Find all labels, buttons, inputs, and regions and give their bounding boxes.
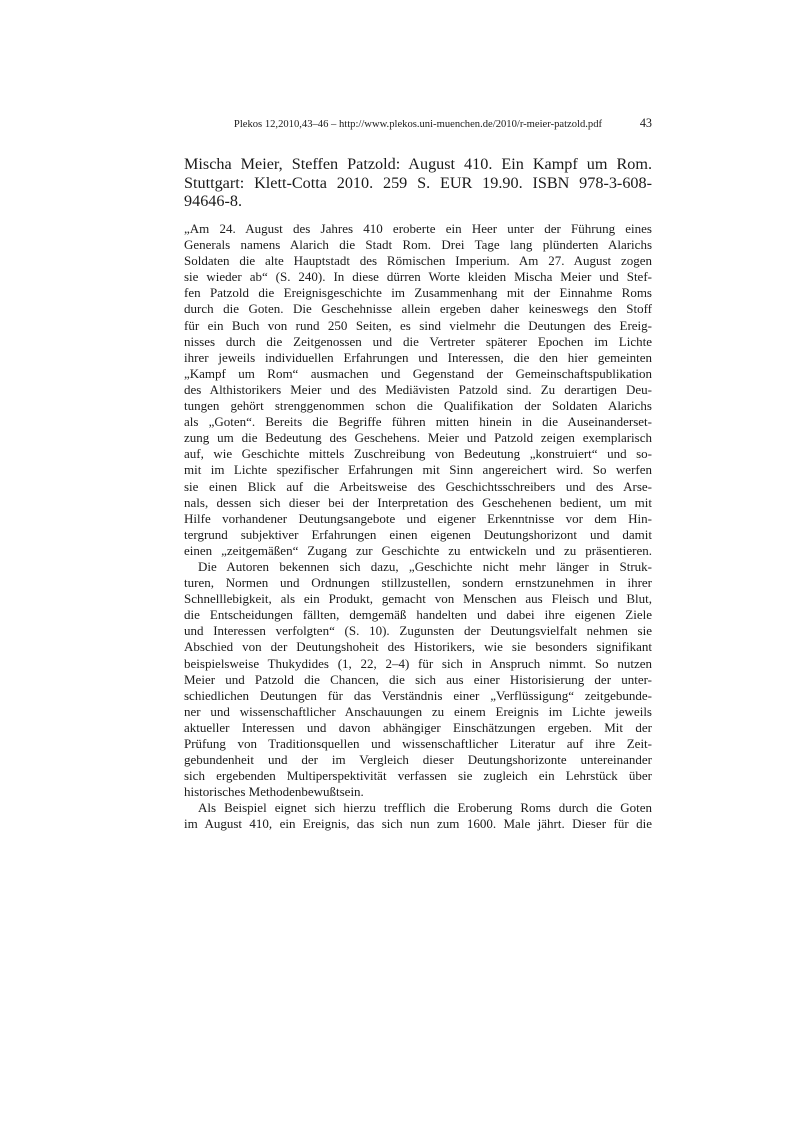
text-line: ihrer jeweils individuellen Erfahrungen und Interessen, die den hier gemeinten xyxy=(184,349,652,365)
text-line: Meier und Patzold die Chancen, die sich aus einer Historisierung der unter- xyxy=(184,671,652,687)
text-line: nals, dessen sich dieser bei der Interpretation des Geschehenen bedient, um mit xyxy=(184,494,652,510)
text-line: zung um die Bedeutung des Geschehens. Meier und Patzold zeigen exemplarisch xyxy=(184,430,652,446)
text-line: Stuttgart: Klett-Cotta 2010. 259 S. EUR 19.90. ISBN 978-3-608- xyxy=(184,173,652,192)
text-line: Prüfung von Traditionsquellen und wissenschaftlicher Literatur auf ihre Zeit- xyxy=(184,736,652,751)
text-line: tungen gehört strenggenommen schon die Qualifikation der Soldaten Alarichs xyxy=(184,398,652,414)
text-line: im August 410, ein Ereignis, das sich nun zum 1600. Male jährt. Dieser für die xyxy=(184,816,652,832)
text-line: nisses durch die Zeitgenossen und die Vertreter späterer Epochen im Lichte xyxy=(184,333,652,349)
text-line: und Interessen verfolgten“ (S. 10). Zugunsten der Deutungsvielfalt nehmen sie xyxy=(184,623,652,639)
text-line: turen, Normen und Ordnungen stillzustellen, sondern ernstzunehmen in ihrer xyxy=(184,575,652,591)
text-line: beispielsweise Thukydides (1, 22, 2–4) für sich in Anspruch nimmt. So nutzen xyxy=(184,655,652,671)
text-line: „Am 24. August des Jahres 410 eroberte ein Heer unter der Führung eines xyxy=(184,221,652,236)
book-title xyxy=(184,155,652,211)
text-line: historisches Methodenbewußtsein. xyxy=(184,784,364,800)
text-line: aktueller Interessen und davon abhängiger Einschätzungen ergeben. Mit der xyxy=(184,719,652,735)
text-line: Die Autoren bekennen sich dazu, „Geschichte nicht mehr länger in Struk- xyxy=(198,558,652,574)
paragraph-1 xyxy=(184,221,652,559)
text-line: tergrund subjektiver Erfahrungen einen eigenen Deutungshorizont und damit xyxy=(184,526,652,542)
paragraph-3 xyxy=(184,800,652,832)
text-line: auf, wie Geschichte mittels Zuschreibung von Bedeutung „konstruiert“ und so- xyxy=(184,446,652,462)
text-line: Abschied von der Deutungshoheit des Historikers, wie sie besonders signifikant xyxy=(184,639,652,655)
text-line: ner und wissenschaftlicher Anschauungen zu einem Ereignis im Lichte jeweils xyxy=(184,703,652,719)
review-body xyxy=(184,221,652,833)
text-line: für ein Buch von rund 250 Seiten, es sind vielmehr die Deutungen des Ereig- xyxy=(184,317,652,333)
text-line: fen Patzold die Ereignisgeschichte im Zusammenhang mit der Einnahme Roms xyxy=(184,285,652,301)
text-line: Soldaten die alte Hauptstadt des Römischen Imperium. Am 27. August zogen xyxy=(184,253,652,269)
text-line: mit im Lichte spezifischer Erfahrungen mit Sinn angereichert wird. So werfen xyxy=(184,462,652,478)
text-line: durch die Goten. Die Geschehnisse allein ergeben daher keineswegs den Stoff xyxy=(184,301,652,317)
text-line: Hilfe vorhandener Deutungsangebote und eigener Erkenntnisse vor dem Hin- xyxy=(184,510,652,526)
text-line: Als Beispiel eignet sich hierzu trefflich die Eroberung Roms durch die Goten xyxy=(198,800,652,816)
text-line: sie wieder ab“ (S. 240). In diese dürren Worte kleiden Mischa Meier und Stef- xyxy=(184,269,652,285)
text-line: einen „zeitgemäßen“ Zugang zur Geschichte zu entwickeln und zu präsentieren. xyxy=(184,542,652,558)
text-line: des Althistorikers Meier und des Mediävisten Patzold sind. Zu derartigen Deu- xyxy=(184,381,652,397)
text-line: schiedlichen Deutungen für das Verständnis einer „Verflüssigung“ zeitgebunde- xyxy=(184,687,652,703)
text-line: die Entscheidungen fällten, demgemäß handelten und dabei ihre eigenen Ziele xyxy=(184,607,652,623)
paragraph-2 xyxy=(184,559,652,800)
text-line: Mischa Meier, Steffen Patzold: August 410. Ein Kampf um Rom. xyxy=(184,155,652,173)
text-line: sie einen Blick auf die Arbeitsweise des Geschichtsschreibers und des Arse- xyxy=(184,478,652,494)
page-number: 43 xyxy=(639,115,652,130)
running-head xyxy=(184,115,652,131)
journal-citation: Plekos 12,2010,43–46 – http://www.plekos.uni-muenchen.de/2010/r-meier-patzold.pdf xyxy=(233,119,603,130)
text-line: 94646-8. xyxy=(184,192,242,211)
text-line: als „Goten“. Bereits die Begriffe führen mitten hinein in die Auseinanderset- xyxy=(184,414,652,430)
text-line: gebundenheit und der im Vergleich dieser Deutungshorizonte untereinander xyxy=(184,752,652,768)
text-line: Schnelllebigkeit, als ein Produkt, gemacht von Menschen aus Fleisch und Blut, xyxy=(184,591,652,607)
text-line: sich ergebenden Multiperspektivität verfassen sie zugleich ein Lehrstück über xyxy=(184,768,652,784)
text-line: Generals namens Alarich die Stadt Rom. Drei Tage lang plünderten Alarichs xyxy=(184,237,652,253)
text-line: „Kampf um Rom“ ausmachen und Gegenstand der Gemeinschaftspublikation xyxy=(184,365,652,381)
